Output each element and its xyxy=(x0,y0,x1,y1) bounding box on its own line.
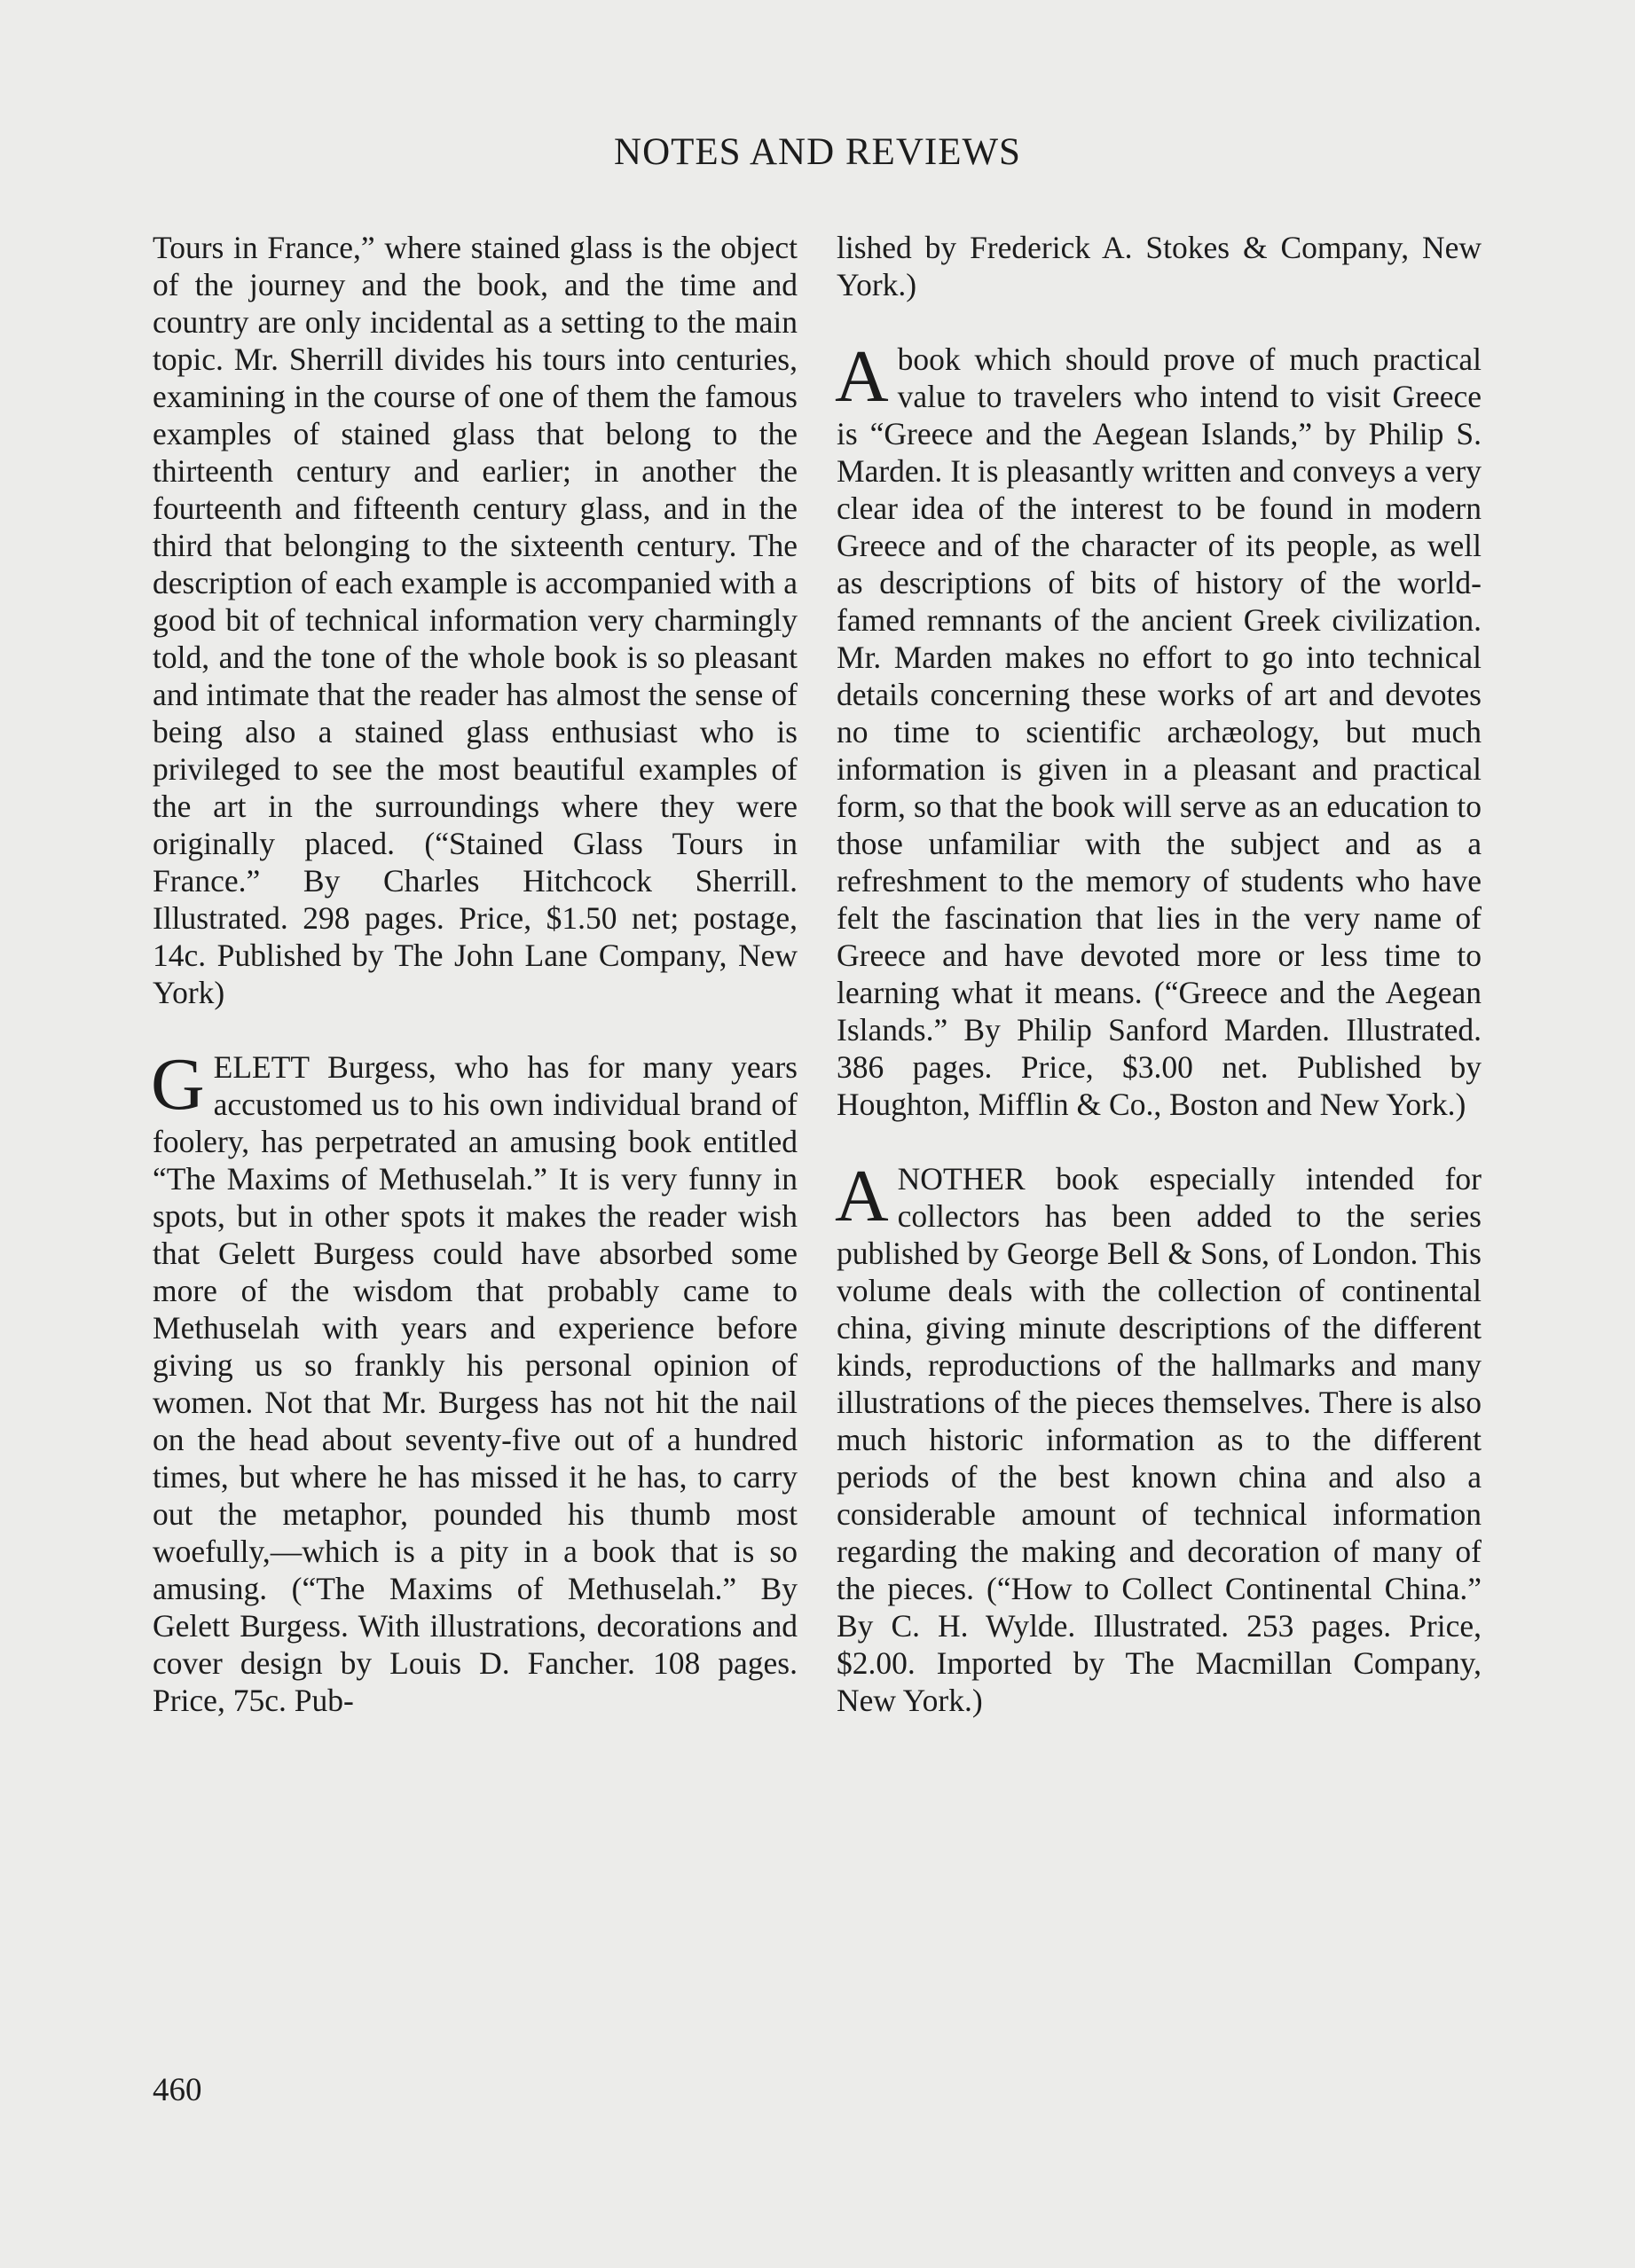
left-column xyxy=(153,229,798,1719)
review-paragraph-continental-china xyxy=(835,1155,1482,1719)
right-column xyxy=(837,229,1482,1719)
review-paragraph-methuselah xyxy=(151,1043,798,1719)
paragraph-text: book which should prove of much practical value to travelers who intend to visit Greece is “Greece and the Aegean Islands,” by Philip S. Marden. It is pleasantly written and conveys a very clear idea of the interest to be found in modern Greece and of the character of its people, as well as descriptions of bits of history of the world-famed remnants of the ancient Greek civilization. Mr. Marden makes no effort to go into technical details concerning these works of art and devotes no time to scientific archæology, but much information is given in a pleasant and practical form, so that the book will serve as an education to those unfamiliar with the subject and as a refreshment to the memory of students who have felt the fascination that lies in the very name of Greece and have devoted more or less time to learning what it means. (“Greece and the Aegean Islands.” By Philip Sanford Marden. Illustrated. 386 pages. Price, $3.00 net. Published by Houghton, Mifflin & Co., Boston and New York.) xyxy=(837,341,1482,1122)
drop-cap: A xyxy=(835,335,889,418)
paragraph-text: ELETT Burgess, who has for many years accustomed us to his own individual brand of foolery, has perpetrated an amusing book entitled “The Maxims of Methuselah.” It is very funny in spots, but in other spots it makes the reader wish that Gelett Burgess could have absorbed some more of the wisdom that probably came to Methuselah with years and experience before giving us so frankly his personal opinion of women. Not that Mr. Burgess has not hit the nail on the head about seventy-five out of a hundred times, but where he has missed it he has, to carry out the metaphor, pounded his thumb most woefully,—which is a pity in a book that is so amusing. (“The Maxims of Methuselah.” By Gelett Burgess. With illustrations, decorations and cover design by Louis D. Fancher. 108 pages. Price, 75c. Pub- xyxy=(153,1049,798,1718)
review-paragraph-continued: lished by Frederick A. Stokes & Company, New York.) xyxy=(837,230,1482,302)
running-title: NOTES AND REVIEWS xyxy=(614,131,1021,173)
review-paragraph-greece xyxy=(835,335,1482,1123)
review-paragraph-stained-glass: Tours in France,” where stained glass is the object of the journey and the book, and the time and country are only incidental as a setting to the main topic. Mr. Sherrill divides his tours into centuries, examining in the course of one of them the famous examples of stained glass that belong to the thirteenth century and earlier; in another the fourteenth and fifteenth century glass, and in the third that belonging to the sixteenth century. The description of each example is accompanied with a good bit of technical information very charmingly told, and the tone of the whole book is so pleasant and intimate that the reader has almost the sense of being also a stained glass enthusiast who is privileged to see the most beautiful examples of the art in the surroundings where they were originally placed. (“Stained Glass Tours in France.” By Charles Hitchcock Sherrill. Illustrated. 298 pages. Price, $1.50 net; postage, 14c. Published by The John Lane Company, New York) xyxy=(153,230,798,1010)
drop-cap: A xyxy=(835,1155,889,1237)
page-number: 460 xyxy=(153,2072,202,2108)
drop-cap: G xyxy=(151,1043,205,1126)
paragraph-text: NOTHER book especially intended for collectors has been added to the series published by George Bell & Sons, of London. This volume deals with the collection of continental china, giving minute descriptions of the different kinds, reproductions of the hallmarks and many illustrations of the pieces themselves. There is also much historic information as to the different periods of the best known china and also a considerable amount of technical information regarding the making and decoration of many of the pieces. (“How to Collect Continental China.” By C. H. Wylde. Illustrated. 253 pages. Price, $2.00. Imported by The Macmillan Company, New York.) xyxy=(837,1161,1482,1718)
